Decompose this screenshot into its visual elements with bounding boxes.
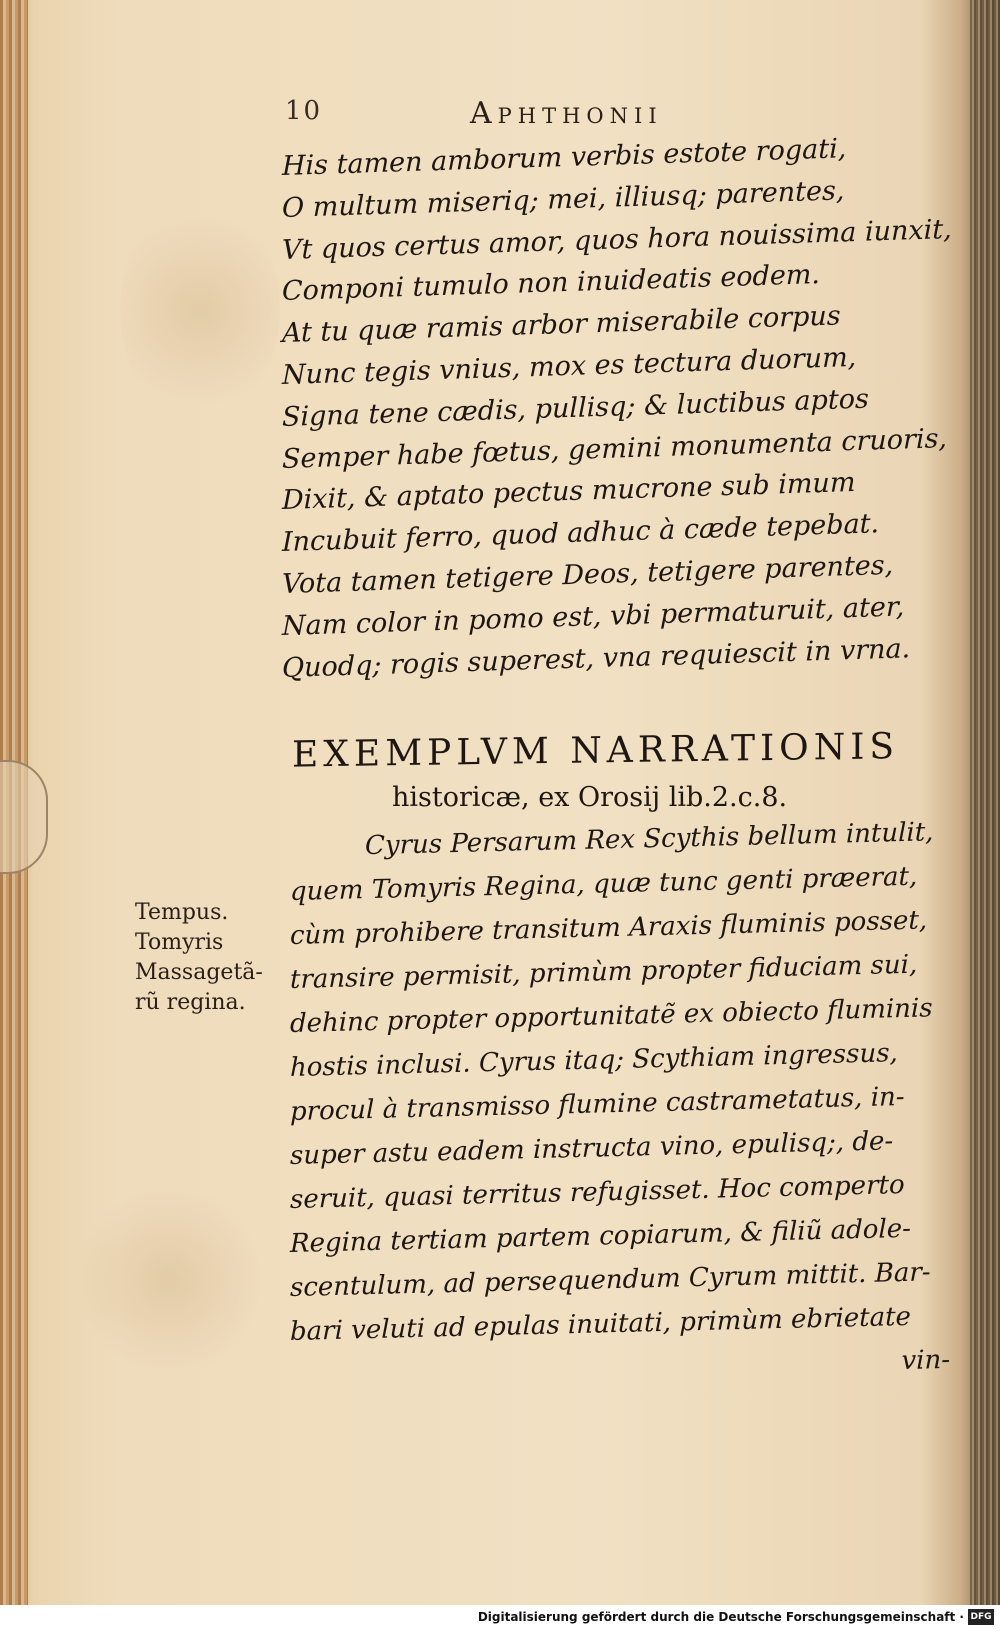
verse-line: His tamen amborum verbis estote rogati,: [282, 133, 847, 182]
margin-note: rũ regina.: [135, 990, 246, 1015]
verse-line: Dixit, & aptato pectus mucrone sub imum: [282, 467, 856, 517]
running-title: Aphthonii: [470, 96, 663, 131]
verse-line: Quodq; rogis superest, vna requiescit in vrna.: [282, 632, 911, 684]
verse-line: Incubuit ferro, quod adhuc à cæde tepebat.: [282, 508, 880, 559]
page-number: 10: [285, 96, 323, 126]
paper-stain: [80, 1180, 260, 1380]
verse-line: Componi tumulo non inuideatis eodem.: [282, 259, 820, 308]
prose-line: super astu eadem instructa vino, epulisq;, de-: [290, 1126, 894, 1171]
prose-block: [290, 810, 950, 1398]
prose-line: cùm prohibere transitum Araxis fluminis posset,: [290, 905, 928, 951]
prose-line: Cyrus Persarum Rex Scythis bellum intulit,: [365, 817, 934, 862]
margin-note: Massagetã-: [135, 960, 263, 985]
paper-stain: [120, 200, 280, 420]
section-heading: EXEMPLVM NARRATIONIS: [292, 726, 900, 776]
verse-line: Vota tamen tetigere Deos, tetigere parentes,: [282, 549, 894, 600]
digitization-footer: [0, 1605, 1000, 1631]
funding-credit: Digitalisierung gefördert durch die Deutsche Forschungsgemeinschaft ·: [477, 1610, 964, 1624]
prose-line: Regina tertiam partem copiarum, & filiũ adole-: [290, 1213, 911, 1259]
prose-line: bari veluti ad epulas inuitati, primùm ebrietate: [290, 1301, 911, 1347]
dfg-logo: DFG: [968, 1609, 994, 1625]
verse-line: O multum miseriq; mei, illiusq; parentes,: [282, 175, 845, 224]
margin-note: Tomyris: [135, 930, 224, 955]
page-tab-marker: [0, 760, 48, 874]
prose-line: seruit, quasi territus refugisset. Hoc comperto: [290, 1169, 905, 1215]
verse-line: Vt quos certus amor, quos hora nouissima iunxit,: [282, 213, 952, 266]
prose-line: procul à transmisso flumine castrametatus, in-: [290, 1081, 905, 1127]
prose-line: quem Tomyris Regina, quæ tunc genti præerat,: [290, 861, 918, 907]
verse-block: [282, 125, 952, 689]
verse-line: Nunc tegis vnius, mox es tectura duorum,: [282, 341, 857, 391]
verse-line: Signa tene cædis, pullisq; & luctibus aptos: [282, 383, 869, 433]
margin-note: Tempus.: [135, 900, 229, 925]
section-subheading: historicæ, ex Orosij lib.2.c.8.: [392, 782, 788, 813]
verse-line: Nam color in pomo est, vbi permaturuit, ater,: [282, 591, 905, 642]
page-edges-right: [970, 0, 1000, 1605]
verse-line: Semper habe fœtus, gemini monumenta cruoris,: [282, 422, 948, 475]
prose-line: dehinc propter opportunitatẽ ex obiecto fluminis: [290, 993, 933, 1039]
prose-line: transire permisit, primùm propter fiduciam sui,: [290, 949, 918, 995]
prose-line: scentulum, ad persequendum Cyrum mittit. Bar-: [290, 1257, 931, 1303]
catchword: vin-: [901, 1344, 950, 1377]
verse-line: At tu quæ ramis arbor miserabile corpus: [282, 300, 841, 350]
margin-notes: [135, 898, 280, 1018]
prose-line: hostis inclusi. Cyrus itaq; Scythiam ingressus,: [290, 1038, 898, 1083]
